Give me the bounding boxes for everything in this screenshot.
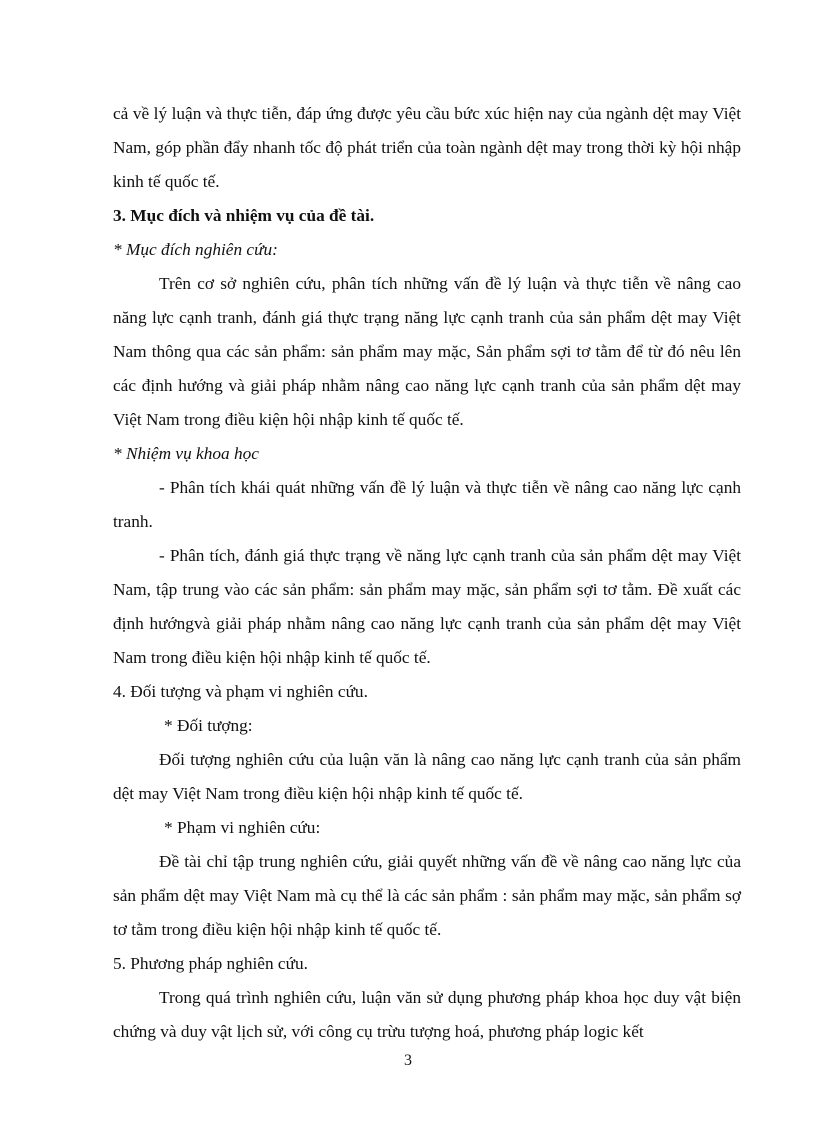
method-paragraph: Trong quá trình nghiên cứu, luận văn sử dụng phương pháp khoa học duy vật biện chứng và duy vật lịch sử, với công cụ trừu tượng hoá, phương pháp logic kết [113,988,741,1041]
task-item-2: - Phân tích, đánh giá thực trạng về năng lực cạnh tranh của sản phẩm dệt may Việt Nam, tập trung vào các sản phẩm: sản phẩm may mặc, sản phẩm sợi tơ tằm. Đề xuất các định hướngvà giải pháp nhằm nâng cao năng lực cạnh tranh của sản phẩm dệt may Việt Nam trong điều kiện hội nhập kinh tế quốc tế. [113,546,741,667]
section-3-heading: 3. Mục đích và nhiệm vụ của đề tài. [113,206,375,225]
document-page [113,97,741,1049]
section-5-heading: 5. Phương pháp nghiên cứu. [113,954,308,973]
task-item-1: - Phân tích khái quát những vấn đề lý luận và thực tiễn về nâng cao năng lực cạnh tranh. [113,478,741,531]
scope-label: * Phạm vi nghiên cứu: [164,818,321,837]
intro-paragraph: cả về lý luận và thực tiễn, đáp ứng được yêu cầu bức xúc hiện nay của ngành dệt may Việt Nam, góp phần đẩy nhanh tốc độ phát triển của toàn ngành dệt may trong thời kỳ hội nhập kinh tế quốc tế. [113,104,741,191]
object-label: * Đối tượng: [164,716,253,735]
purpose-label: * Mục đích nghiên cứu: [113,240,278,259]
page-number: 3 [404,1052,412,1069]
section-4-heading: 4. Đối tượng và phạm vi nghiên cứu. [113,682,368,701]
task-label: * Nhiệm vụ khoa học [113,444,259,463]
scope-paragraph: Đề tài chỉ tập trung nghiên cứu, giải quyết những vấn đề về nâng cao năng lực của sản phẩm dệt may Việt Nam mà cụ thể là các sản phẩm : sản phẩm may mặc, sản phẩm sợ tơ tằm trong điều kiện hội nhập kinh tế quốc tế. [113,852,741,939]
object-paragraph: Đối tượng nghiên cứu của luận văn là nâng cao năng lực cạnh tranh của sản phẩm dệt may Việt Nam trong điều kiện hội nhập kinh tế quốc tế. [113,750,741,803]
purpose-paragraph: Trên cơ sở nghiên cứu, phân tích những vấn đề lý luận và thực tiễn về nâng cao năng lực cạnh tranh, đánh giá thực trạng năng lực cạnh tranh của sản phẩm dệt may Việt Nam thông qua các sản phẩm: sản phẩm may mặc, Sản phẩm sợi tơ tằm để từ đó nêu lên các định hướng và giải pháp nhằm nâng cao năng lực cạnh tranh của sản phẩm dệt may Việt Nam trong điều kiện hội nhập kinh tế quốc tế. [113,274,741,429]
